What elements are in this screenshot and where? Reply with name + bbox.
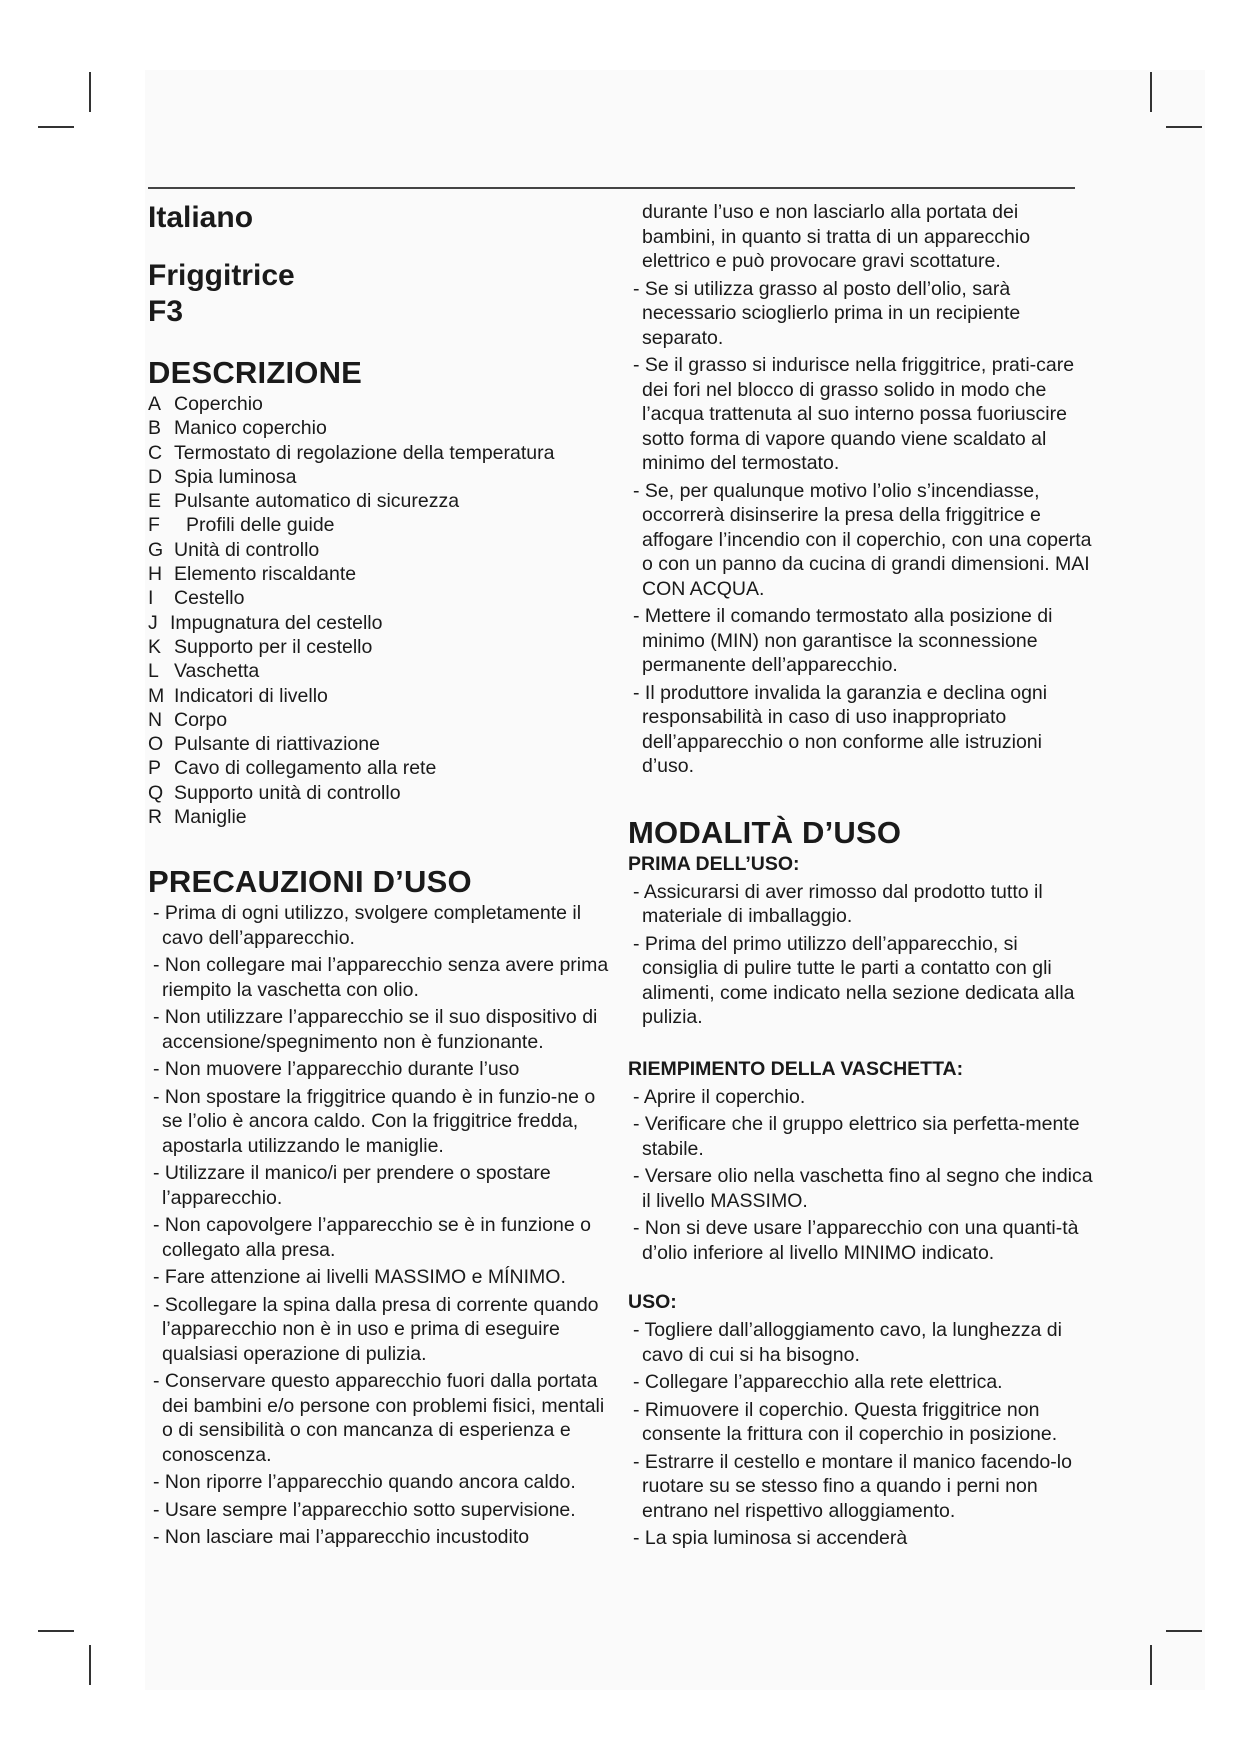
part-name: Pulsante di riattivazione bbox=[174, 733, 380, 756]
precauzioni-list bbox=[148, 901, 618, 1550]
part-letter: E bbox=[148, 490, 162, 513]
part-item bbox=[148, 489, 618, 513]
part-letter: H bbox=[148, 563, 163, 586]
part-letter: P bbox=[148, 757, 162, 780]
crop-mark-top-left-vertical bbox=[89, 72, 91, 112]
crop-mark-top-right-horizontal bbox=[1166, 126, 1202, 128]
precaution-item: - Non lasciare mai l’apparecchio incustodito bbox=[153, 1526, 530, 1549]
part-letter: K bbox=[148, 635, 162, 658]
part-name: Corpo bbox=[174, 708, 228, 731]
prima-uso-list bbox=[628, 880, 1093, 1030]
part-name: Elemento riscaldante bbox=[174, 563, 357, 586]
right-column bbox=[628, 200, 1093, 1554]
part-item bbox=[148, 781, 618, 805]
precaution-item: - Prima di ogni utilizzo, svolgere completamente il cavo dell’apparecchio. bbox=[153, 902, 582, 949]
part-name: Unità di controllo bbox=[174, 538, 320, 561]
riempimento-heading: RIEMPIMENTO DELLA VASCHETTA: bbox=[628, 1057, 964, 1080]
part-letter: A bbox=[148, 393, 162, 415]
precaution-item: - Non utilizzare l’apparecchio se il suo dispositivo di accensione/spegnimento non è funzionante. bbox=[153, 1006, 598, 1053]
part-item bbox=[148, 465, 618, 489]
part-name: Profili delle guide bbox=[186, 514, 335, 537]
crop-mark-bottom-left-horizontal bbox=[38, 1630, 74, 1632]
prima-uso-heading: PRIMA DELL’USO: bbox=[628, 852, 800, 875]
part-letter: O bbox=[148, 733, 164, 756]
part-name: Cavo di collegamento alla rete bbox=[174, 757, 437, 780]
precaution-item: - Il produttore invalida la garanzia e declina ogni responsabilità in caso di uso inappropriato dell’apparecchio o non conforme alle istruzioni d’uso. bbox=[633, 681, 1048, 777]
precaution-item: - Non collegare mai l’apparecchio senza avere prima riempito la vaschetta con olio. bbox=[153, 954, 609, 1001]
precaution-item: - Non capovolgere l’apparecchio se è in funzione o collegato alla presa. bbox=[153, 1214, 591, 1261]
product-title: Friggitrice bbox=[148, 259, 295, 292]
part-letter: I bbox=[148, 587, 154, 610]
precaution-item: - Se, per qualunque motivo l’olio s’incendiasse, occorrerà disinserire la presa della friggitrice e affogare l’incendio con il coperchio, con una coperta o con un panno da cucina di grandi dimensioni. MAI CON ACQUA. bbox=[633, 479, 1092, 600]
part-item bbox=[148, 756, 618, 780]
precaution-item: - Se si utilizza grasso al posto dell’olio, sarà necessario scioglierlo prima in un recipiente separato. bbox=[633, 277, 1021, 349]
part-item bbox=[148, 416, 618, 440]
precauzioni-continued-text: durante l’uso e non lasciarlo alla portata dei bambini, in quanto si tratta di un apparecchio elettrico e può provocare gravi scottature. bbox=[642, 201, 1031, 272]
instruction-item: - Prima del primo utilizzo dell’apparecchio, si consiglia di pulire tutte le parti a contatto con gli alimenti, come indicato nella sezione dedicata alla pulizia. bbox=[633, 932, 1075, 1028]
part-letter: R bbox=[148, 806, 163, 829]
modalita-heading: MODALITÀ D’USO bbox=[628, 814, 902, 850]
descrizione-heading: DESCRIZIONE bbox=[148, 355, 363, 390]
part-item bbox=[148, 392, 618, 416]
uso-list bbox=[628, 1318, 1093, 1551]
part-name: Cestello bbox=[174, 587, 245, 610]
instruction-item: - Collegare l’apparecchio alla rete elettrica. bbox=[633, 1371, 1003, 1393]
part-item bbox=[148, 635, 618, 659]
crop-mark-bottom-right-vertical bbox=[1150, 1645, 1152, 1685]
precaution-item: - Non spostare la friggitrice quando è in funzio-ne o se l’olio è ancora caldo. Con la friggitrice fredda, apostarla utilizzando le maniglie. bbox=[153, 1085, 596, 1157]
instruction-item: - Assicurarsi di aver rimosso dal prodotto tutto il materiale di imballaggio. bbox=[633, 880, 1043, 927]
part-name: Coperchio bbox=[174, 393, 263, 415]
precaution-item: - Usare sempre l’apparecchio sotto supervisione. bbox=[153, 1498, 576, 1521]
part-letter: F bbox=[148, 514, 160, 537]
part-item bbox=[148, 805, 618, 829]
instruction-item: - Togliere dall’alloggiamento cavo, la lunghezza di cavo di cui si ha bisogno. bbox=[633, 1319, 1062, 1366]
part-name: Pulsante automatico di sicurezza bbox=[174, 490, 460, 513]
part-item bbox=[148, 538, 618, 562]
precaution-item: - Fare attenzione ai livelli MASSIMO e MÍNIMO. bbox=[153, 1266, 566, 1289]
instruction-item: - Verificare che il gruppo elettrico sia perfetta-mente stabile. bbox=[633, 1113, 1080, 1160]
part-name: Maniglie bbox=[174, 806, 247, 829]
precaution-item: - Utilizzare il manico/i per prendere o spostare l’apparecchio. bbox=[153, 1162, 551, 1209]
instruction-item: - Estrarre il cestello e montare il manico facendo-lo ruotare su se stesso fino a quando i perni non entrano nel rispettivo alloggiamento. bbox=[633, 1450, 1072, 1522]
uso-heading: USO: bbox=[628, 1291, 677, 1313]
part-name: Supporto unità di controllo bbox=[174, 781, 401, 804]
part-item bbox=[148, 684, 618, 708]
precauzioni-continued-list bbox=[628, 277, 1093, 779]
precaution-item: - Scollegare la spina dalla presa di corrente quando l’apparecchio non è in uso e prima di eseguire qualsiasi operazione di pulizia. bbox=[153, 1293, 599, 1365]
instruction-item: - Versare olio nella vaschetta fino al segno che indica il livello MASSIMO. bbox=[633, 1165, 1093, 1212]
model-number: F3 bbox=[148, 295, 184, 328]
crop-mark-bottom-left-vertical bbox=[89, 1645, 91, 1685]
instruction-item: - La spia luminosa si accenderà bbox=[633, 1527, 908, 1549]
part-item bbox=[148, 708, 618, 732]
part-letter: Q bbox=[148, 781, 164, 804]
part-name: Supporto per il cestello bbox=[174, 635, 373, 658]
crop-mark-top-right-vertical bbox=[1150, 72, 1152, 112]
part-letter: D bbox=[148, 465, 163, 488]
part-item bbox=[148, 586, 618, 610]
precaution-item: - Non muovere l’apparecchio durante l’uso bbox=[153, 1058, 520, 1081]
header-rule bbox=[148, 187, 1075, 189]
part-letter: L bbox=[148, 660, 159, 683]
part-letter: M bbox=[148, 684, 165, 707]
left-column bbox=[148, 200, 618, 1553]
riempimento-list bbox=[628, 1085, 1093, 1266]
precaution-item: - Mettere il comando termostato alla posizione di minimo (MIN) non garantisce la sconnessione permanente dell’apparecchio. bbox=[633, 605, 1053, 676]
part-item bbox=[148, 659, 618, 683]
part-item bbox=[148, 441, 618, 465]
part-name: Manico coperchio bbox=[174, 417, 327, 440]
part-name: Indicatori di livello bbox=[174, 684, 328, 707]
parts-list bbox=[148, 392, 618, 829]
part-item bbox=[148, 611, 618, 635]
instruction-item: - Rimuovere il coperchio. Questa friggitrice non consente la frittura con il coperchio in posizione. bbox=[633, 1398, 1058, 1445]
precauzioni-heading: PRECAUZIONI D’USO bbox=[148, 864, 472, 900]
crop-mark-top-left-horizontal bbox=[38, 126, 74, 128]
part-name: Impugnatura del cestello bbox=[170, 611, 383, 634]
part-letter: C bbox=[148, 441, 163, 464]
part-item bbox=[148, 732, 618, 756]
part-letter: J bbox=[148, 611, 158, 634]
part-letter: N bbox=[148, 708, 163, 731]
precaution-item: - Se il grasso si indurisce nella friggitrice, prati-care dei fori nel blocco di grasso solido in modo che l’acqua trattenuta al suo interno possa fuoriuscire sotto forma di vapore quando viene scaldato al minimo del termostato. bbox=[633, 354, 1075, 474]
instruction-item: - Non si deve usare l’apparecchio con una quanti-tà d’olio inferiore al livello MINIMO indicato. bbox=[633, 1217, 1079, 1264]
part-letter: G bbox=[148, 538, 164, 561]
part-item bbox=[148, 562, 618, 586]
part-name: Vaschetta bbox=[174, 660, 260, 683]
instruction-item: - Aprire il coperchio. bbox=[633, 1085, 806, 1108]
part-item bbox=[148, 513, 618, 537]
precaution-item: - Conservare questo apparecchio fuori dalla portata dei bambini e/o persone con problemi fisici, mentali o di sensibilità o con mancanza di esperienza e conoscenza. bbox=[153, 1370, 605, 1466]
crop-mark-bottom-right-horizontal bbox=[1166, 1630, 1202, 1632]
part-name: Termostato di regolazione della temperatura bbox=[174, 441, 555, 464]
part-letter: B bbox=[148, 417, 162, 440]
precaution-item: - Non riporre l’apparecchio quando ancora caldo. bbox=[153, 1471, 576, 1494]
language-label: Italiano bbox=[148, 201, 254, 234]
part-name: Spia luminosa bbox=[174, 465, 297, 488]
